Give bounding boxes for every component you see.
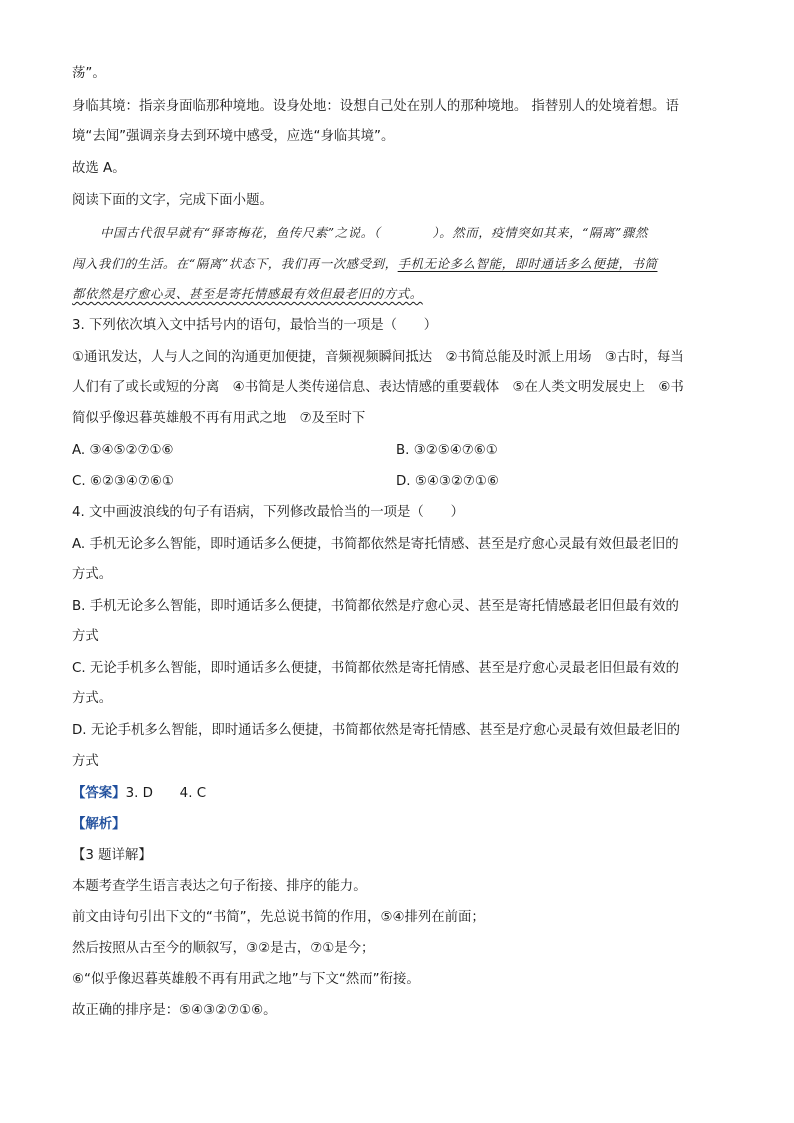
option-a: A. ③④⑤②⑦①⑥ (72, 443, 174, 458)
passage-line: 中国古代很早就有“驿寄梅花，鱼传尺素”之说。（ ）。然而，疫情突如其来，“隔离”骤然 (100, 225, 648, 240)
question-4-option-a: A. 手机无论多么智能，即时通话多么便捷，书简都依然是寄托情感、甚至是疗愈心灵最有效但最老旧的 (72, 537, 679, 552)
detail-heading: 【3 题详解】 (72, 848, 152, 863)
explanation-line: 故正确的排序是：⑤④③②⑦①⑥。 (72, 1003, 277, 1018)
wavy-underlined-sentence: 都依然是疗愈心灵、甚至是寄托情感最有效但最老旧的方式。 (72, 286, 423, 301)
question-4-option-a: 方式。 (72, 567, 113, 582)
text-line: 身临其境：指亲身面临那种境地。设身处地：设想自己处在别人的那种境地。 指替别人的处境着想。语 (72, 99, 679, 114)
question-3-item: 简似乎像迟暮英雄般不再有用武之地 ⑦及至时下 (72, 411, 366, 426)
question-4-stem: 4. 文中画波浪线的句子有语病，下列修改最恰当的一项是（ ） (72, 505, 464, 520)
explanation-line: 前文由诗句引出下文的“书简”，先总说书简的作用，⑤④排列在前面； (72, 910, 485, 925)
question-4-option-b: B. 手机无论多么智能，即时通话多么便捷，书简都依然是疗愈心灵、甚至是寄托情感最老旧但最有效的 (72, 599, 679, 614)
question-3-item: ①通讯发达，人与人之间的沟通更加便捷，音频视频瞬间抵达 ②书简总能及时派上用场 ③古时，每当 (72, 350, 684, 365)
question-3-item: 人们有了或长或短的分离 ④书简是人类传递信息、表达情感的重要载体 ⑤在人类文明发展史上 ⑥书 (72, 380, 684, 395)
analysis-tag: 【解析】 (72, 817, 126, 832)
passage-text: 闯入我们的生活。在“隔离”状态下，我们再一次感受到， (72, 256, 398, 271)
passage-line (72, 284, 722, 304)
answer-tag: 【答案】 (72, 786, 126, 801)
answer-value: 3. D 4. C (125, 786, 207, 801)
question-4-option-d: 方式 (72, 754, 99, 769)
option-c: C. ⑥②③④⑦⑥① (72, 474, 174, 489)
text-line: 境“去闻”强调亲身去到环境中感受，应选“身临其境”。 (72, 129, 395, 144)
option-b: B. ③②⑤④⑦⑥① (396, 443, 498, 458)
question-4-option-c: C. 无论手机多么智能，即时通话多么便捷，书简都依然是寄托情感、甚至是疗愈心灵最老旧但最有效的 (72, 661, 680, 676)
question-4-option-c: 方式。 (72, 691, 113, 706)
explanation-line: 然后按照从古至今的顺叙写，③②是古，⑦①是今； (72, 941, 375, 956)
answer-line (72, 784, 722, 804)
passage-line (72, 254, 722, 274)
explanation-line: 本题考查学生语言表达之句子衔接、排序的能力。 (72, 879, 367, 894)
explanation-line: ⑥“似乎像迟暮英雄般不再有用武之地”与下文“然而”衔接。 (72, 972, 420, 987)
text-line: 荡”。 (72, 66, 106, 81)
text-line: 阅读下面的文字，完成下面小题。 (72, 193, 273, 208)
question-3-stem: 3. 下列依次填入文中括号内的语句，最恰当的一项是（ ） (72, 318, 438, 333)
underlined-text: 手机无论多么智能，即时通话多么便捷，书简 (397, 256, 658, 271)
question-4-option-b: 方式 (72, 629, 99, 644)
question-4-option-d: D. 无论手机多么智能，即时通话多么便捷，书简都依然是寄托情感、甚至是疗愈心灵最有效但最老旧的 (72, 723, 681, 738)
option-d: D. ⑤④③②⑦①⑥ (396, 474, 499, 489)
text-line: 故选 A。 (72, 161, 126, 176)
